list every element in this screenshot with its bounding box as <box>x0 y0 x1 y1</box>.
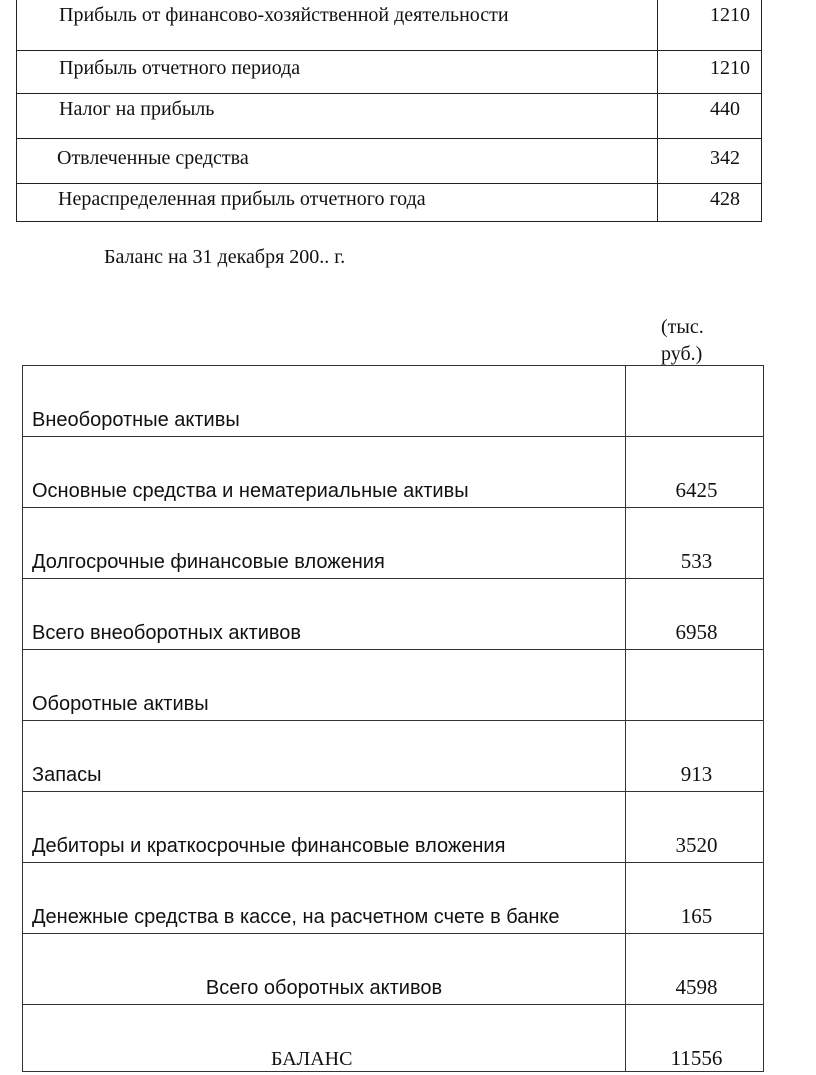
row-value: 1210 <box>658 51 762 94</box>
row-value: 6425 <box>626 437 764 508</box>
row-value: 533 <box>626 508 764 579</box>
row-label: Прибыль отчетного периода <box>17 51 658 94</box>
table-row <box>23 579 764 650</box>
row-value: 4598 <box>626 934 764 1005</box>
row-label: Отвлеченные средства <box>17 139 658 184</box>
row-value: 913 <box>626 721 764 792</box>
table-row <box>23 508 764 579</box>
row-label: Запасы <box>23 721 626 792</box>
row-value: 3520 <box>626 792 764 863</box>
row-value: 6958 <box>626 579 764 650</box>
income-table <box>16 0 762 222</box>
table-row <box>17 51 762 94</box>
table-row <box>23 934 764 1005</box>
row-value <box>626 650 764 721</box>
row-label: Основные средства и нематериальные активы <box>23 437 626 508</box>
row-label: Денежные средства в кассе, на расчетном счете в банке <box>23 863 626 934</box>
table-row <box>23 366 764 437</box>
table-row <box>17 0 762 51</box>
row-label: Внеоборотные активы <box>23 366 626 437</box>
row-label: Оборотные активы <box>23 650 626 721</box>
row-value: 440 <box>658 94 762 139</box>
row-label: Долгосрочные финансовые вложения <box>23 508 626 579</box>
row-value: 1210 <box>658 0 762 51</box>
row-label: Всего оборотных активов <box>23 934 626 1005</box>
units-note: (тыс. руб.) <box>661 316 704 365</box>
row-label: Всего внеоборотных активов <box>23 579 626 650</box>
table-row <box>23 650 764 721</box>
balance-total-label: БАЛАНС <box>23 1005 626 1072</box>
table-row <box>17 139 762 184</box>
table-row <box>23 1005 764 1072</box>
balance-total-value: 11556 <box>626 1005 764 1072</box>
row-label: Прибыль от финансово-хозяйственной деятельности <box>17 0 658 51</box>
balance-caption: Баланс на 31 декабря 200.. г. <box>104 246 346 268</box>
table-row <box>23 721 764 792</box>
row-label: Нераспределенная прибыль отчетного года <box>17 184 658 222</box>
table-row <box>17 94 762 139</box>
row-label: Налог на прибыль <box>17 94 658 139</box>
balance-table <box>22 365 764 1072</box>
table-row <box>17 184 762 222</box>
table-row <box>23 437 764 508</box>
row-value: 342 <box>658 139 762 184</box>
row-value <box>626 366 764 437</box>
table-row <box>23 863 764 934</box>
table-row <box>23 792 764 863</box>
row-value: 428 <box>658 184 762 222</box>
row-value: 165 <box>626 863 764 934</box>
row-label: Дебиторы и краткосрочные финансовые вложения <box>23 792 626 863</box>
